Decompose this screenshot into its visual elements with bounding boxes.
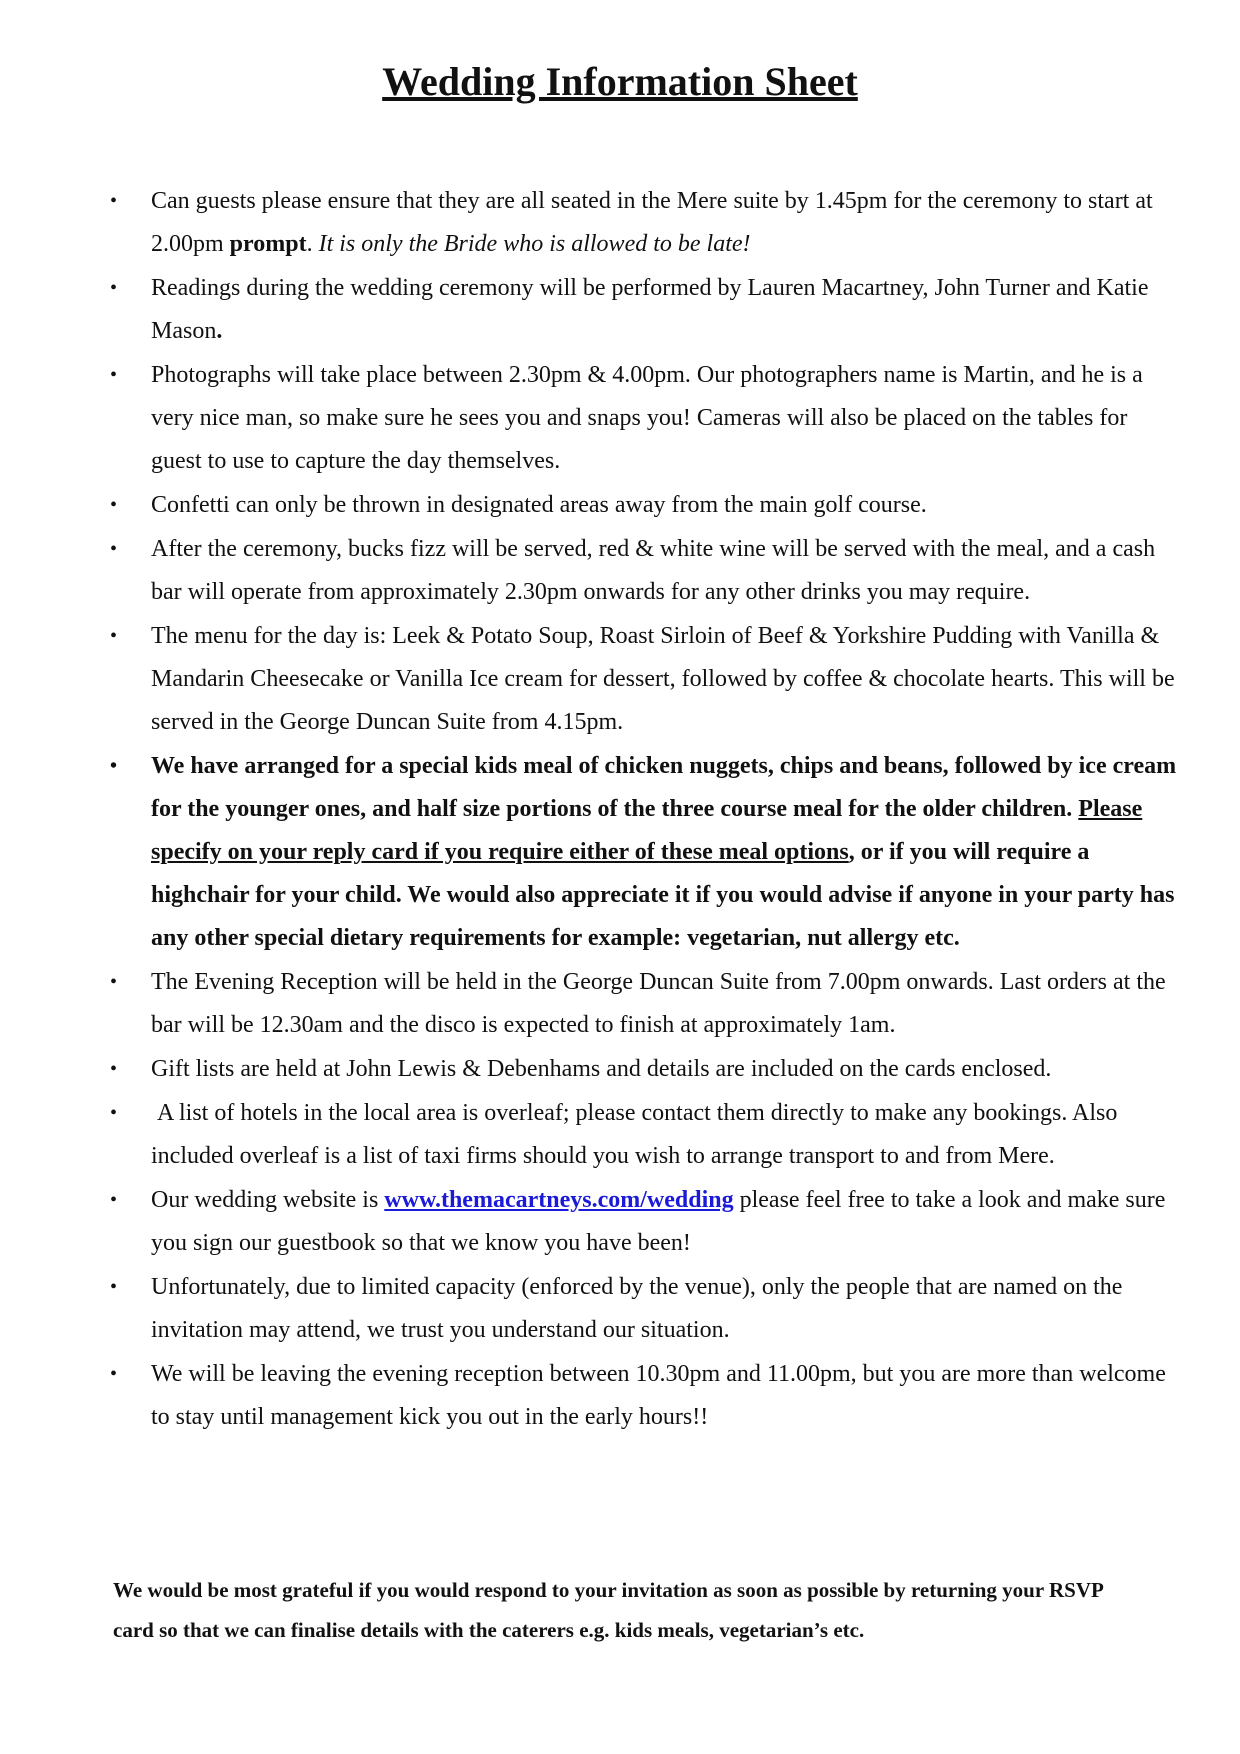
item-text: We will be leaving the evening reception between 10.30pm and 11.00pm, but you are more than welcome to stay until management kick you out in the early hours!! — [151, 1361, 1166, 1430]
wedding-website-link[interactable]: www.themacartneys.com/wedding — [384, 1187, 734, 1213]
item-text: The Evening Reception will be held in the George Duncan Suite from 7.00pm onwards. Last orders at the bar will be 12.30am and the disco is expected to finish at approximately 1am. — [151, 969, 1166, 1038]
bullet-icon: • — [110, 190, 118, 212]
list-item-kids-meal — [0, 745, 1181, 960]
item-text: Readings during the wedding ceremony will be performed by Lauren Macartney, John Turner and Katie Mason — [151, 275, 1149, 344]
list-item-drinks — [0, 528, 1181, 614]
bullet-icon: • — [110, 1058, 118, 1080]
list-item-arrival — [0, 180, 1181, 266]
list-item-website — [0, 1179, 1181, 1265]
bullet-icon: • — [110, 277, 118, 299]
item-text: Unfortunately, due to limited capacity (enforced by the venue), only the people that are named on the invitation may attend, we trust you understand our situation. — [151, 1274, 1123, 1343]
bullet-icon: • — [110, 1102, 118, 1124]
item-text: The menu for the day is: Leek & Potato Soup, Roast Sirloin of Beef & Yorkshire Pudding with Vanilla & Mandarin Cheesecake or Vanilla Ice cream for dessert, followed by coffee & chocolate hearts. This will be served in the George Duncan Suite from 4.15pm. — [151, 623, 1175, 735]
list-item-capacity — [0, 1266, 1181, 1352]
list-item-photographs — [0, 354, 1181, 483]
item-text: Can guests please ensure that they are all seated in the Mere suite by 1.45pm for the ceremony to start at 2.00pm — [151, 188, 1153, 257]
bullet-icon: • — [110, 494, 118, 516]
item-text: Our wedding website is — [151, 1187, 385, 1213]
item-text: please feel free to take a look and make sure you sign our guestbook so that we know you have been! — [151, 1187, 1166, 1256]
item-underlined-request: Please specify on your reply card if you require either of these meal options — [151, 796, 1143, 865]
item-text: A list of hotels in the local area is overleaf; please contact them directly to make any bookings. Also included overleaf is a list of taxi firms should you wish to arrange transport to and from Mere. — [151, 1100, 1124, 1169]
item-text: . — [306, 231, 319, 257]
information-list — [0, 180, 1240, 1440]
list-item-readings — [0, 267, 1181, 353]
bullet-icon: • — [110, 538, 118, 560]
bullet-icon: • — [110, 1276, 118, 1298]
list-item-evening-reception — [0, 961, 1181, 1047]
list-item-hotels — [0, 1092, 1181, 1178]
item-emphasis: prompt — [229, 231, 307, 257]
bullet-icon: • — [110, 971, 118, 993]
page-title: Wedding Information Sheet — [382, 59, 858, 104]
item-text: After the ceremony, bucks fizz will be served, red & white wine will be served with the meal, and a cash bar will operate from approximately 2.30pm onwards for any other drinks you may require. — [151, 536, 1156, 605]
bullet-icon: • — [110, 625, 118, 647]
bullet-icon: • — [110, 364, 118, 386]
item-text: Photographs will take place between 2.30pm & 4.00pm. Our photographers name is Martin, and he is a very nice man, so make sure he sees you and snaps you! Cameras will also be placed on the tables for guest to use to capture the day themselves. — [151, 362, 1143, 474]
item-text: , or if you will require a highchair for your child. We would also appreciate it if you would advise if anyone in your party has any other special dietary requirements for example: vegetarian, nut allergy etc. — [151, 839, 1175, 951]
bullet-icon: • — [110, 1363, 118, 1385]
item-text: We have arranged for a special kids meal of chicken nuggets, chips and beans, followed by ice cream for the younger ones, and half size portions of the three course meal for the older children. — [151, 753, 1177, 822]
bullet-icon: • — [110, 1189, 118, 1211]
list-item-gift-lists — [0, 1048, 1181, 1091]
item-italic-note: It is only the Bride who is allowed to be late! — [318, 231, 751, 257]
bullet-icon: • — [110, 755, 118, 777]
list-item-menu — [0, 615, 1181, 744]
item-emphasis: . — [216, 318, 223, 344]
list-item-leaving — [0, 1353, 1181, 1439]
item-text: Gift lists are held at John Lewis & Debenhams and details are included on the cards enclosed. — [151, 1056, 1052, 1082]
list-item-confetti — [0, 484, 1181, 527]
rsvp-note: We would be most grateful if you would respond to your invitation as soon as possible by returning your RSVP card so that we can finalise details with the caterers e.g. kids meals, vegetarian’s etc. — [113, 1578, 1103, 1642]
item-text: Confetti can only be thrown in designated areas away from the main golf course. — [151, 492, 927, 518]
